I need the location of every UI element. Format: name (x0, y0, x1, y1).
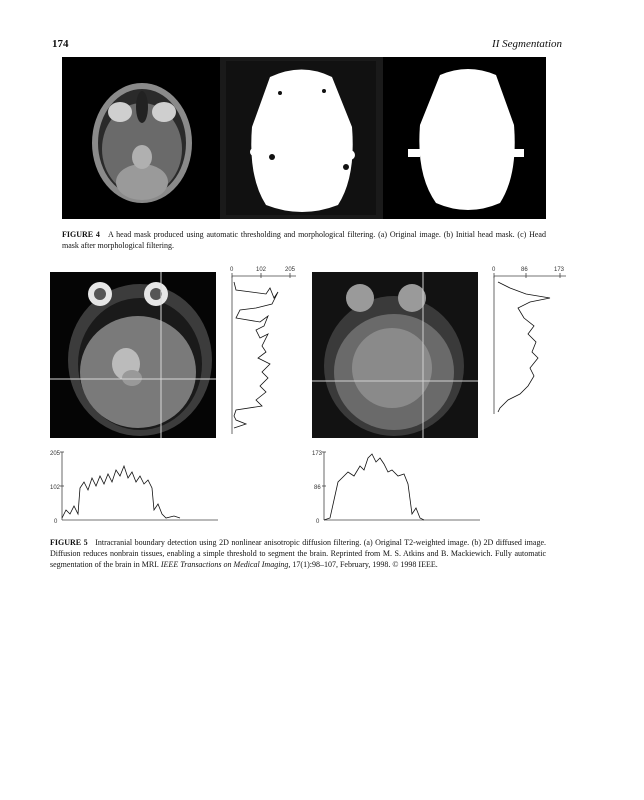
profile-b-horizontal-plot (312, 448, 482, 524)
profile-a-vertical-plot (226, 268, 302, 438)
figure-5-caption-text: Intracranial boundary detection using 2D nonlinear anisotropic diffusion filtering. (a) Original T2-weighted image. (b) 2D diffused image. Diffusion reduces nonbrain tissues, enabling a simple threshold to segment the brain. Reprinted from M. S. Atkins and B. Mackiewich. Fully automatic segmentation of the brain in MRI. (50, 538, 546, 569)
filtered-head-mask-image (384, 57, 546, 219)
profile-a-v-tick-205: 205 (285, 267, 296, 273)
figure-4-caption (62, 229, 546, 251)
figure-5-caption (50, 537, 546, 570)
profile-a-horizontal-plot (50, 448, 220, 524)
figure-4-caption-text: A head mask produced using automatic thresholding and morphological filtering. (a) Original image. (b) Initial head mask. (c) Head mask after morphological filtering. (62, 230, 546, 250)
profile-a-h-tick-0: 0 (54, 519, 58, 525)
original-t2-image (50, 272, 216, 438)
profile-b-v-tick-173: 173 (554, 267, 565, 273)
page-number: 174 (52, 38, 69, 50)
figure-4-label: FIGURE 4 (62, 230, 100, 239)
running-head: II Segmentation (492, 38, 562, 50)
profile-a-h-tick-205: 205 (50, 451, 61, 457)
profile-a-h-tick-102: 102 (50, 485, 61, 491)
original-mri-image (62, 57, 219, 219)
citation-tail: 17(1):98–107, February, 1998. © 1998 IEEE. (290, 560, 438, 569)
profile-b-h-tick-173: 173 (312, 451, 323, 457)
profile-b-v-tick-86: 86 (521, 267, 528, 273)
figure-4-image-strip (62, 57, 546, 219)
profile-a-v-tick-102: 102 (256, 267, 267, 273)
profile-b-h-tick-0: 0 (316, 519, 320, 525)
diffused-image (312, 272, 478, 438)
journal-name: IEEE Transactions on Medical Imaging, (160, 560, 291, 569)
figure-5-label: FIGURE 5 (50, 538, 88, 547)
initial-head-mask-image (220, 57, 383, 219)
profile-b-vertical-plot (490, 268, 570, 418)
profile-b-v-tick-0: 0 (492, 267, 496, 273)
profile-a-v-tick-0: 0 (230, 267, 234, 273)
profile-b-h-tick-86: 86 (314, 485, 321, 491)
